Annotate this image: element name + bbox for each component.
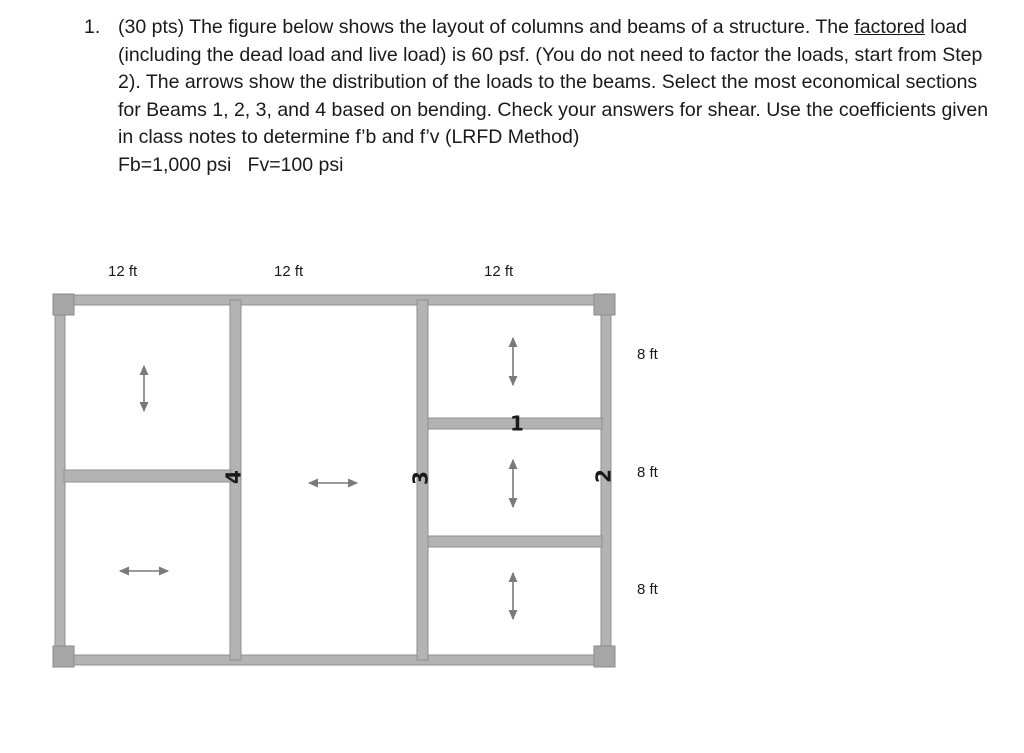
dim-top-2: 12 ft: [274, 263, 304, 280]
dim-side-1: 8 ft: [637, 346, 658, 363]
dim-side-2: 8 ft: [637, 464, 658, 481]
lower-right-beam: [428, 536, 602, 547]
problem-text-post: load (including the dead load and live load) is 60 psf. (You do not need to factor the loads, start from Step 2). The arrows show the distribution of the loads to the beams. Select the most economical sections for Beams 1, 2, 3, and 4 based on bending. Check your answers for shear. Use the coefficients given in class notes to determine f’b and f’v (LRFD Method): [118, 16, 989, 149]
problem-text-underlined: factored: [854, 16, 925, 38]
column-bottom-right: [594, 646, 615, 667]
bottom-edge-beam: [56, 655, 612, 665]
dim-top-1: 12 ft: [108, 263, 138, 280]
problem-text-pre: (30 pts) The figure below shows the layout of columns and beams of a structure. The: [118, 16, 855, 38]
column-top-right: [594, 294, 615, 315]
left-bay-beam: [64, 470, 231, 482]
beam-label-2: 2: [591, 469, 616, 483]
beam-label-3: 3: [408, 471, 433, 485]
top-edge-beam: [56, 295, 612, 305]
beam-label-1: 1: [510, 411, 524, 436]
problem-number: 1.: [84, 16, 101, 38]
dim-side-3: 8 ft: [637, 581, 658, 598]
allowable-stresses: Fb=1,000 psi Fv=100 psi: [118, 153, 344, 176]
column-bottom-left: [53, 646, 74, 667]
column-top-left: [53, 294, 74, 315]
beams-and-girders: [55, 295, 612, 665]
beam-label-4: 4: [221, 470, 246, 484]
dim-top-3: 12 ft: [484, 263, 514, 280]
